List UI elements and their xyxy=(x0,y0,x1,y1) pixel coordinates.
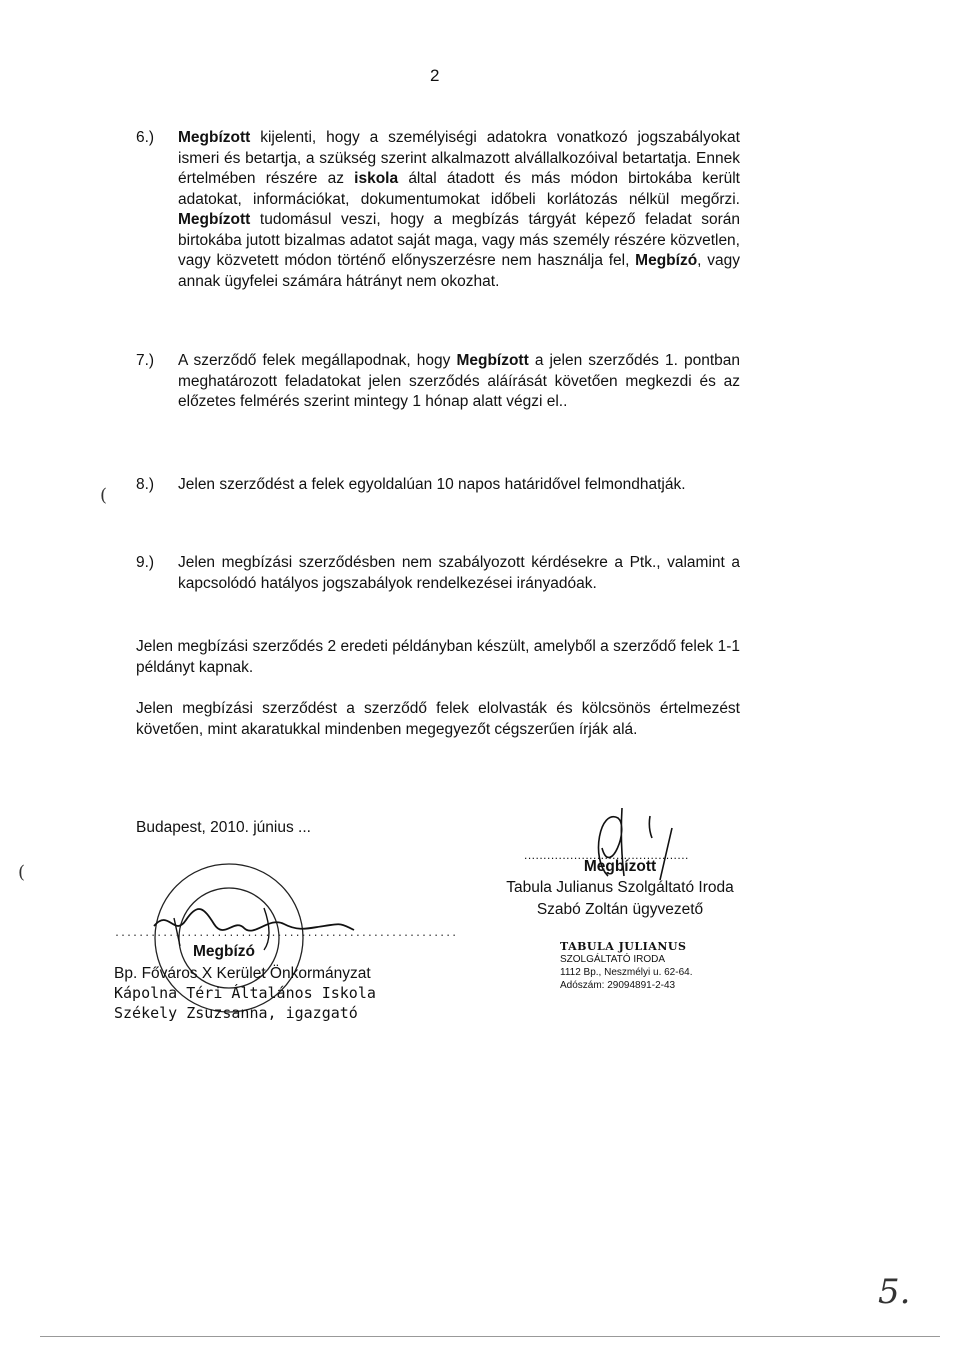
company-stamp xyxy=(560,940,740,992)
clause-text: Jelen megbízási szerződésben nem szabályozott kérdésekre a Ptk., valamint a kapcsolódó hatályos jogszabályok rendelkezései irányadóak. xyxy=(178,554,740,592)
client-line-1: Bp. Főváros X Kerület Önkormányzat xyxy=(114,965,371,982)
clause-number: 7.) xyxy=(136,352,155,369)
clause-text: Megbízott kijelenti, hogy a személyiségi adatokra vonatkozó jogszabályokat ismeri és betartja, a szükség szerint alkalmazott alvállalkozóival betartatja. Ennek értelmében részére az iskola által átadott és más módon birtokába került adatokat, információkat, dokumentumokat időbeli korlátozás nélkül megőrzi. Megbízott tudomásul veszi, hogy a megbízás tárgyát képező feladat során birtokába jutott bizalmas adatot saját maga, vagy más személy részére közvetlen, vagy közvetett módon történő előnyszerzésre nem használja fel, Megbízó, vagy annak ügyfelei számára hátrányt nem okozhat. xyxy=(178,129,740,290)
clause-6 xyxy=(136,128,740,292)
margin-bracket: ( xyxy=(100,485,108,506)
clause-8 xyxy=(136,475,740,496)
bottom-rule xyxy=(40,1336,940,1337)
clause-number: 6.) xyxy=(136,129,155,146)
client-role: Megbízó xyxy=(193,943,255,960)
place-date: Budapest, 2010. június ... xyxy=(136,819,311,836)
client-line-2: Kápolna Téri Általános Iskola xyxy=(114,984,376,1002)
stamp-line-2: 1112 Bp., Neszmélyi u. 62-64. xyxy=(560,967,693,978)
client-signature-block xyxy=(114,858,458,1038)
copies-paragraph: Jelen megbízási szerződés 2 eredeti példányban készült, amelyből a szerződő felek 1-1 példányt kapnak. xyxy=(136,638,740,676)
contractor-company: Tabula Julianus Szolgáltató Iroda xyxy=(506,879,734,896)
contractor-person: Szabó Zoltán ügyvezető xyxy=(536,901,704,918)
clause-text: Jelen szerződést a felek egyoldalúan 10 napos határidővel felmondhatják. xyxy=(178,476,686,493)
svg-text:..............................: ......................................................... xyxy=(114,928,458,939)
client-line-3: Székely Zsuzsanna, igazgató xyxy=(114,1004,358,1022)
clause-9 xyxy=(136,553,740,594)
clause-7 xyxy=(136,351,740,413)
clause-number: 8.) xyxy=(136,476,155,493)
clause-number: 9.) xyxy=(136,554,155,571)
stamp-company-name: TABULA JULIANUS xyxy=(560,940,687,953)
handwritten-page-mark: 5. xyxy=(878,1272,911,1312)
clause-text: A szerződő felek megállapodnak, hogy Megbízott a jelen szerződés 1. pontban meghatározott feladatokat jelen szerződés aláírását követően megkezdi és az előzetes felmérés szerint mintegy 1 hónap alatt végzi el.. xyxy=(178,352,740,410)
signing-paragraph: Jelen megbízási szerződést a szerződő felek elolvasták és kölcsönös értelmezést követően, mint akaratukkal mindenben megegyezőt cégszerűen írják alá. xyxy=(136,700,740,738)
contractor-role: Megbízott xyxy=(583,858,657,875)
stamp-line-1: SZOLGÁLTATÓ IRODA xyxy=(560,954,666,965)
margin-bracket: ( xyxy=(18,862,26,883)
stamp-line-3: Adószám: 29094891-2-43 xyxy=(560,980,676,991)
page-number: 2 xyxy=(430,66,440,85)
signature-line: ........................................... xyxy=(524,848,689,862)
